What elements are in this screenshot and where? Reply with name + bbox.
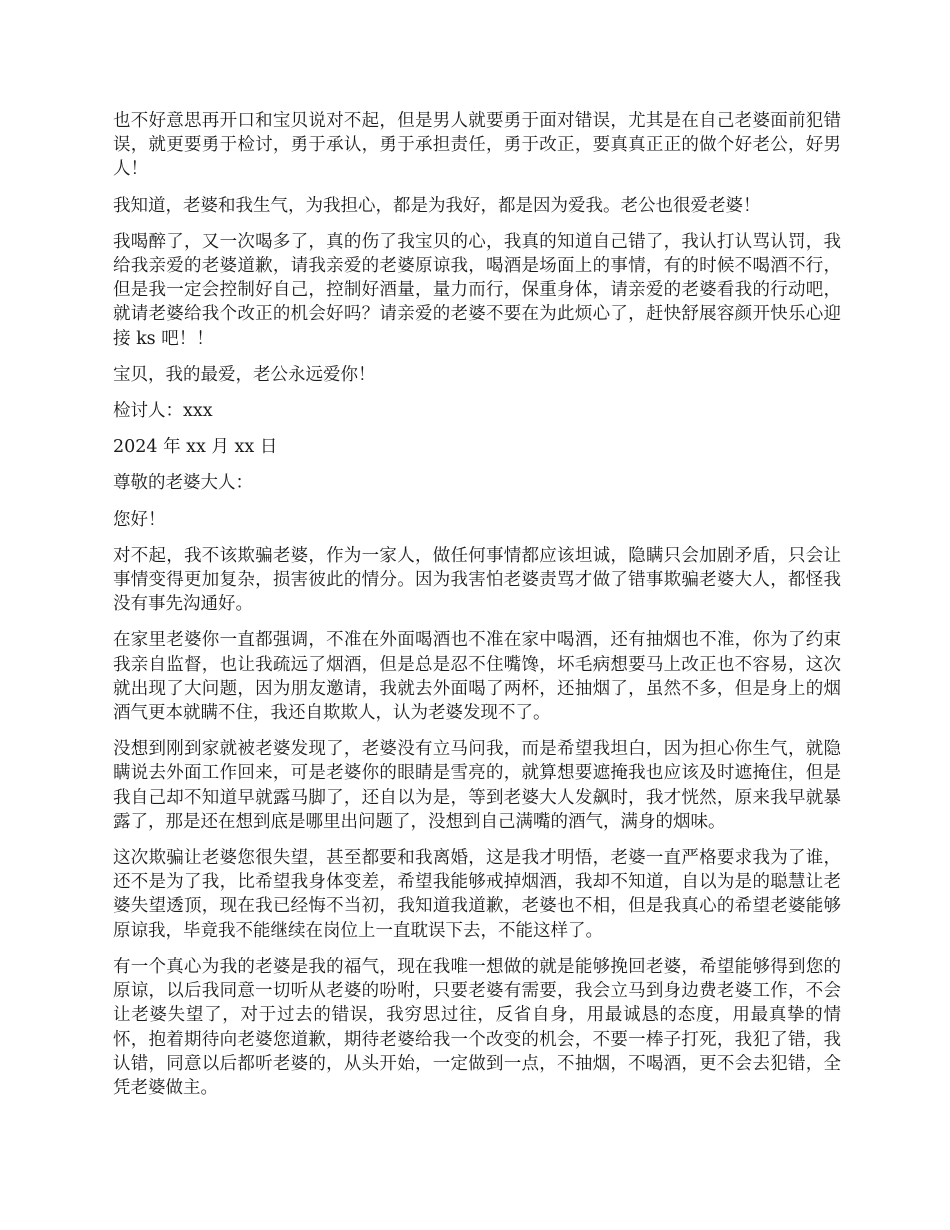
date-line: 2024 年 xx 月 xx 日: [113, 437, 278, 458]
paragraph-9: 对不起，我不该欺骗老婆，作为一家人，做任何事情都应该坦诚，隐瞒只会加剧矛盾，只会让事情变得更加复杂，损害彼此的情分。因为我害怕老婆责骂才做了错事欺骗老婆大人，都怪我没有事先沟通好。: [113, 545, 841, 615]
closing-line: 宝贝，我的最爱，老公永远爱你！: [113, 364, 376, 385]
paragraph-2: 我知道，老婆和我生气，为我担心，都是为我好，都是因为爱我。老公也很爱老婆！: [113, 195, 761, 216]
paragraph-13: 有一个真心为我的老婆是我的福气，现在我唯一想做的就是能够挽回老婆，希望能够得到您的原谅，以后我同意一切听从老婆的吩咐，只要老婆有需要，我会立马到身边费老婆工作，不会让老婆失望了，对于过去的错误，我穷思过往，反省自身，用最诚恳的态度，用最真挚的情怀，抱着期待向老婆您道歉，期待老婆给我一个改变的机会，不要一棒子打死，我犯了错，我认错，同意以后都听老婆的，从头开始，一定做到一点，不抽烟，不喝酒，更不会去犯错，全凭老婆做主。: [113, 956, 841, 1098]
document-body: [113, 109, 841, 1112]
signature-line: 检讨人：xxx: [113, 401, 213, 422]
greeting: 您好！: [113, 509, 166, 530]
salutation: 尊敬的老婆大人：: [113, 473, 253, 494]
paragraph-1: 也不好意思再开口和宝贝说对不起，但是男人就要勇于面对错误，尤其是在自己老婆面前犯错误，就更要勇于检讨，勇于承认，勇于承担责任，勇于改正，要真真正正的做个好老公，好男人！: [113, 111, 841, 180]
paragraph-12: 这次欺骗让老婆您很失望，甚至都要和我离婚，这是我才明悟，老婆一直严格要求我为了谁，还不是为了我，比希望我身体变差，希望我能够戒掉烟酒，我却不知道，自以为是的聪慧让老婆失望透顶，现在我已经悔不当初，我知道我道歉，老婆也不相，但是我真心的希望老婆能够原谅我，毕竟我不能继续在岗位上一直耽误下去，不能这样了。: [113, 848, 841, 941]
paragraph-10: 在家里老婆你一直都强调，不准在外面喝酒也不准在家中喝酒，还有抽烟也不准，你为了约束我亲自监督，也让我疏远了烟酒，但是总是忍不住嘴馋，坏毛病想要马上改正也不容易，这次就出现了大问题，因为朋友邀请，我就去外面喝了两杯，还抽烟了，虽然不多，但是身上的烟酒气更本就瞒不住，我还自欺欺人，认为老婆发现不了。: [113, 630, 841, 724]
paragraph-3: 我喝醉了，又一次喝多了，真的伤了我宝贝的心，我真的知道自己错了，我认打认骂认罚，我给我亲爱的老婆道歉，请我亲爱的老婆原谅我，喝酒是场面上的事情，有的时候不喝酒不行，但是我一定会控制好自己，控制好酒量，量力而行，保重身体，请亲爱的老婆看我的行动吧，就请老婆给我个改正的机会好吗？请亲爱的老婆不要在为此烦心了，赶快舒展容颜开快乐心迎接 ks 吧！！: [113, 231, 841, 349]
paragraph-11: 没想到刚到家就被老婆发现了，老婆没有立马问我，而是希望我坦白，因为担心你生气，就隐瞒说去外面工作回来，可是老婆你的眼睛是雪亮的，就算想要遮掩我也应该及时遮掩住，但是我自己却不知道早就露马脚了，还自以为是，等到老婆大人发飙时，我才恍然，原来我早就暴露了，那是还在想到底是哪里出问题了，没想到自己满嘴的酒气，满身的烟味。: [113, 739, 841, 832]
